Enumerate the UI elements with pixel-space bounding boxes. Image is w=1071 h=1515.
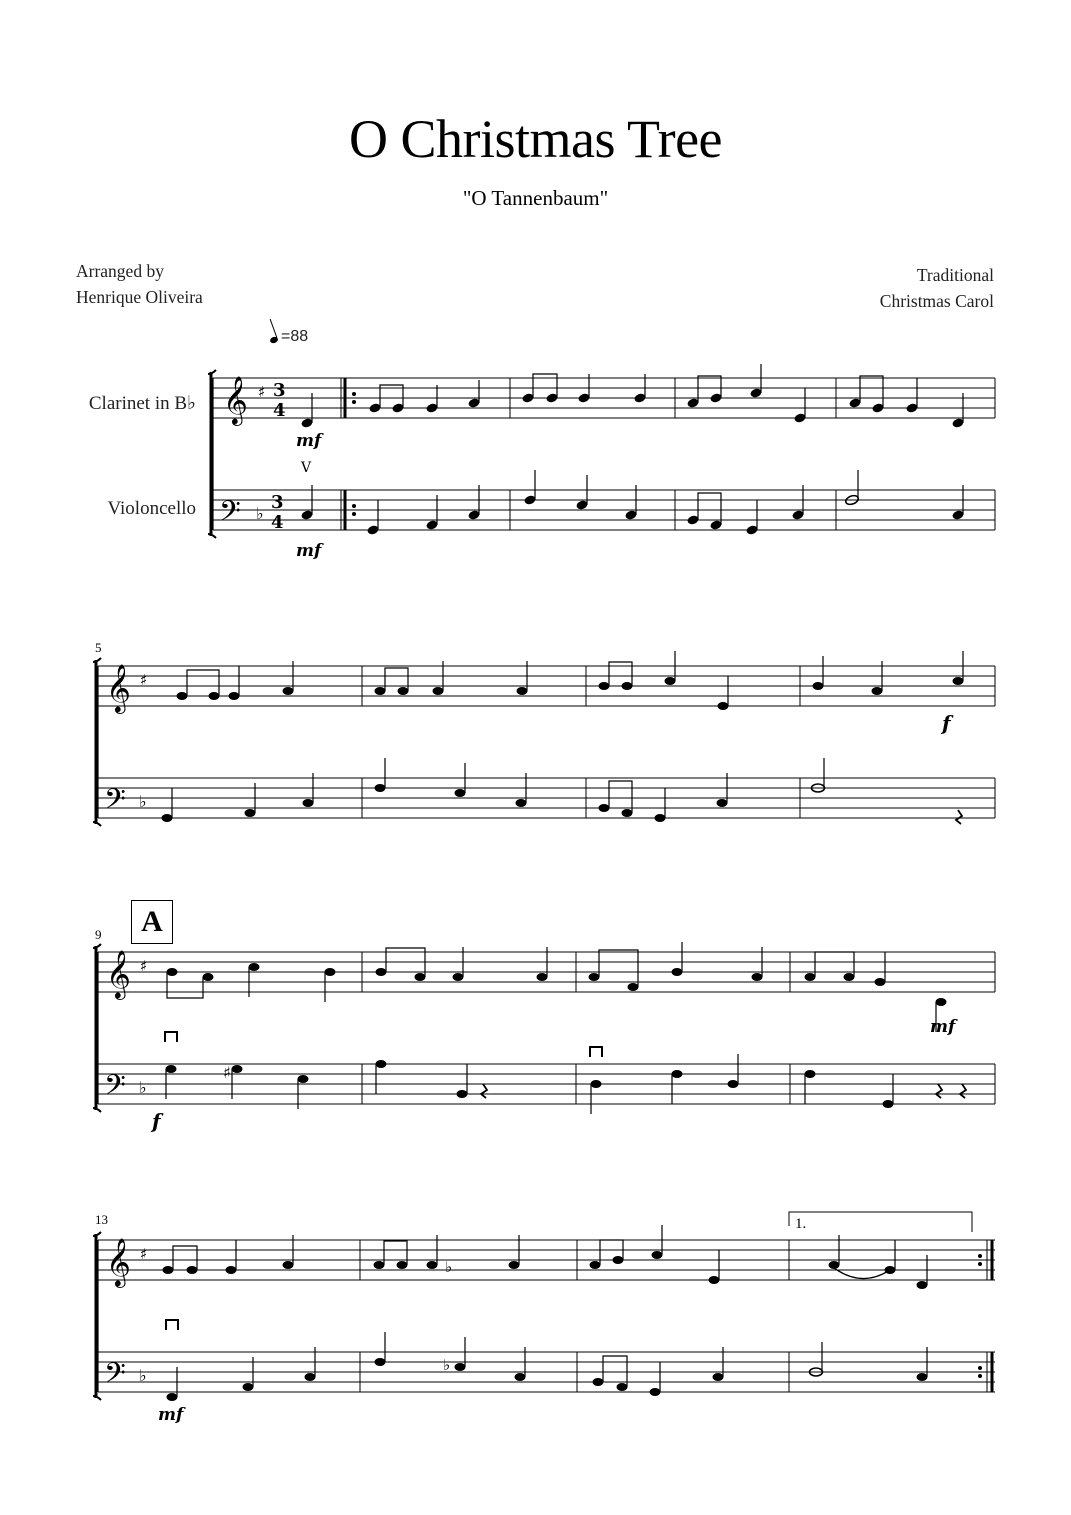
arranger-name: Henrique Oliveira xyxy=(76,287,203,307)
svg-text:♯: ♯ xyxy=(140,957,148,975)
svg-text:4: 4 xyxy=(271,512,284,533)
music-system-4 xyxy=(0,1205,1071,1455)
music-system-3 xyxy=(0,945,1071,1145)
svg-text:𝄢: 𝄢 xyxy=(219,495,241,535)
svg-text:V: V xyxy=(301,460,312,476)
composer-credit xyxy=(880,262,994,314)
rehearsal-mark: A xyxy=(131,900,173,944)
dynamic-f: f xyxy=(942,711,951,735)
dynamic-mf: mf xyxy=(296,541,322,561)
svg-text:4: 4 xyxy=(273,400,286,421)
page-subtitle: "O Tannenbaum" xyxy=(462,186,609,210)
instrument-label-clarinet: Clarinet in B♭ xyxy=(88,393,196,414)
music-system-1 xyxy=(0,370,1071,570)
svg-text:3: 3 xyxy=(273,380,286,401)
svg-text:♯: ♯ xyxy=(258,383,266,401)
page-title: O Christmas Tree xyxy=(348,109,723,169)
music-system-2 xyxy=(0,660,1071,860)
svg-text:♯: ♯ xyxy=(140,1245,148,1263)
quarter-note-icon xyxy=(269,336,279,344)
svg-text:𝄞: 𝄞 xyxy=(106,1237,131,1286)
measure-number-13: 13 xyxy=(95,1212,108,1227)
composer-name: Christmas Carol xyxy=(879,291,994,311)
svg-text:3: 3 xyxy=(271,492,284,513)
svg-text:𝄞: 𝄞 xyxy=(223,375,248,424)
svg-text:𝄞: 𝄞 xyxy=(106,949,131,998)
composer-label: Traditional xyxy=(916,265,994,285)
dynamic-f: f xyxy=(152,1109,161,1133)
measure-number-5: 5 xyxy=(95,640,102,655)
svg-text:𝄢: 𝄢 xyxy=(104,1357,126,1397)
measure-number-9: 9 xyxy=(95,927,102,942)
svg-text:♭: ♭ xyxy=(256,504,264,523)
arranger-credit xyxy=(76,258,203,310)
svg-text:𝄞: 𝄞 xyxy=(106,663,131,712)
dynamic-mf: mf xyxy=(930,1017,956,1037)
tempo-value: =88 xyxy=(281,328,309,345)
instrument-label-cello: Violoncello xyxy=(107,498,196,519)
svg-text:♭: ♭ xyxy=(139,792,147,811)
dynamic-mf: mf xyxy=(296,431,322,451)
svg-text:♯: ♯ xyxy=(223,1063,231,1082)
svg-text:𝄢: 𝄢 xyxy=(104,783,126,823)
svg-text:♭: ♭ xyxy=(139,1078,147,1097)
svg-text:♯: ♯ xyxy=(140,671,148,689)
svg-text:𝄢: 𝄢 xyxy=(104,1069,126,1109)
svg-text:♭: ♭ xyxy=(445,1258,453,1276)
volta-bracket-label: 1. xyxy=(795,1216,807,1232)
tempo-marking xyxy=(270,328,308,346)
svg-text:♭: ♭ xyxy=(139,1366,147,1385)
dynamic-mf: mf xyxy=(158,1405,184,1425)
svg-text:♭: ♭ xyxy=(443,1356,451,1374)
arranger-label: Arranged by xyxy=(76,261,164,281)
